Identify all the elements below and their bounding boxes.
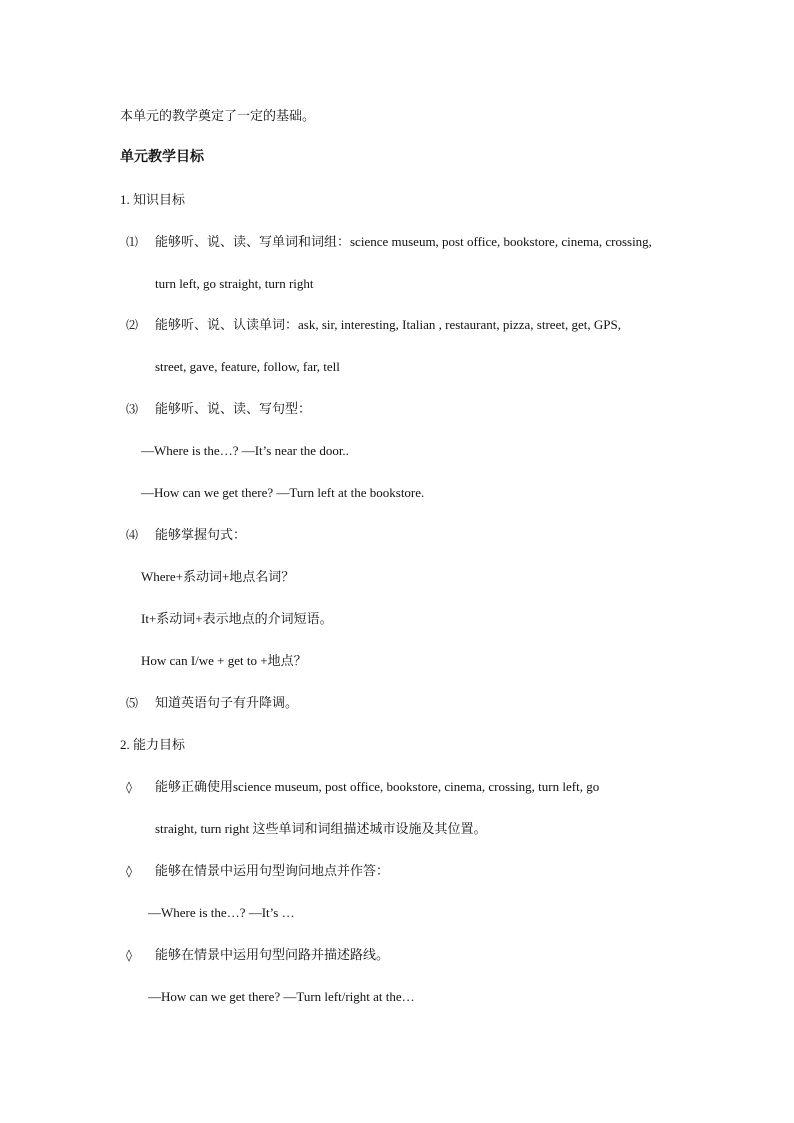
list-item-text: 能够听、说、读、写单词和词组：science museum, post office, bookstore, cinema, crossing, <box>155 234 652 249</box>
knowledge-heading: 1. 知识目标 <box>120 192 186 207</box>
diamond-bullet-icon: ◊ <box>126 948 132 962</box>
list-item-text: 能够掌握句式： <box>155 527 247 542</box>
sentence-pattern: It+系动词+表示地点的介词短语。 <box>141 611 333 626</box>
intro-text: 本单元的教学奠定了一定的基础。 <box>120 108 316 123</box>
list-item-text: 能够听、说、读、写句型： <box>155 401 312 416</box>
example-sentence: —How can we get there? —Turn left at the bookstore. <box>141 485 425 500</box>
section-title: 单元教学目标 <box>120 150 204 165</box>
sentence-pattern: Where+系动词+地点名词？ <box>141 569 295 584</box>
list-marker: ⑶ <box>126 402 139 416</box>
list-item-text-continued: street, gave, feature, follow, far, tell <box>155 359 340 374</box>
list-marker: ⑵ <box>126 318 139 332</box>
list-marker: ⑷ <box>126 528 139 542</box>
list-item-text: 知道英语句子有升降调。 <box>155 695 299 710</box>
list-item-text: 能够听、说、认读单词：ask, sir, interesting, Italian , restaurant, pizza, street, get, GPS, <box>155 317 621 332</box>
list-item-text: 能够在情景中运用句型询问地点并作答： <box>155 863 390 878</box>
example-sentence: —How can we get there? —Turn left/right at the… <box>148 989 415 1004</box>
sentence-pattern: How can I/we + get to +地点？ <box>141 653 307 668</box>
ability-heading: 2. 能力目标 <box>120 737 186 752</box>
diamond-bullet-icon: ◊ <box>126 864 132 878</box>
list-marker: ⑴ <box>126 235 139 249</box>
list-item-text-continued: turn left, go straight, turn right <box>155 276 314 291</box>
list-item-text: 能够正确使用science museum, post office, bookstore, cinema, crossing, turn left, go <box>155 779 600 794</box>
list-item-text-continued: straight, turn right 这些单词和词组描述城市设施及其位置。 <box>155 821 487 836</box>
diamond-bullet-icon: ◊ <box>126 780 132 794</box>
list-item-text: 能够在情景中运用句型问路并描述路线。 <box>155 947 390 962</box>
example-sentence: —Where is the…? —It’s near the door.. <box>141 443 349 458</box>
example-sentence: —Where is the…? —It’s … <box>148 905 295 920</box>
list-marker: ⑸ <box>126 696 139 710</box>
